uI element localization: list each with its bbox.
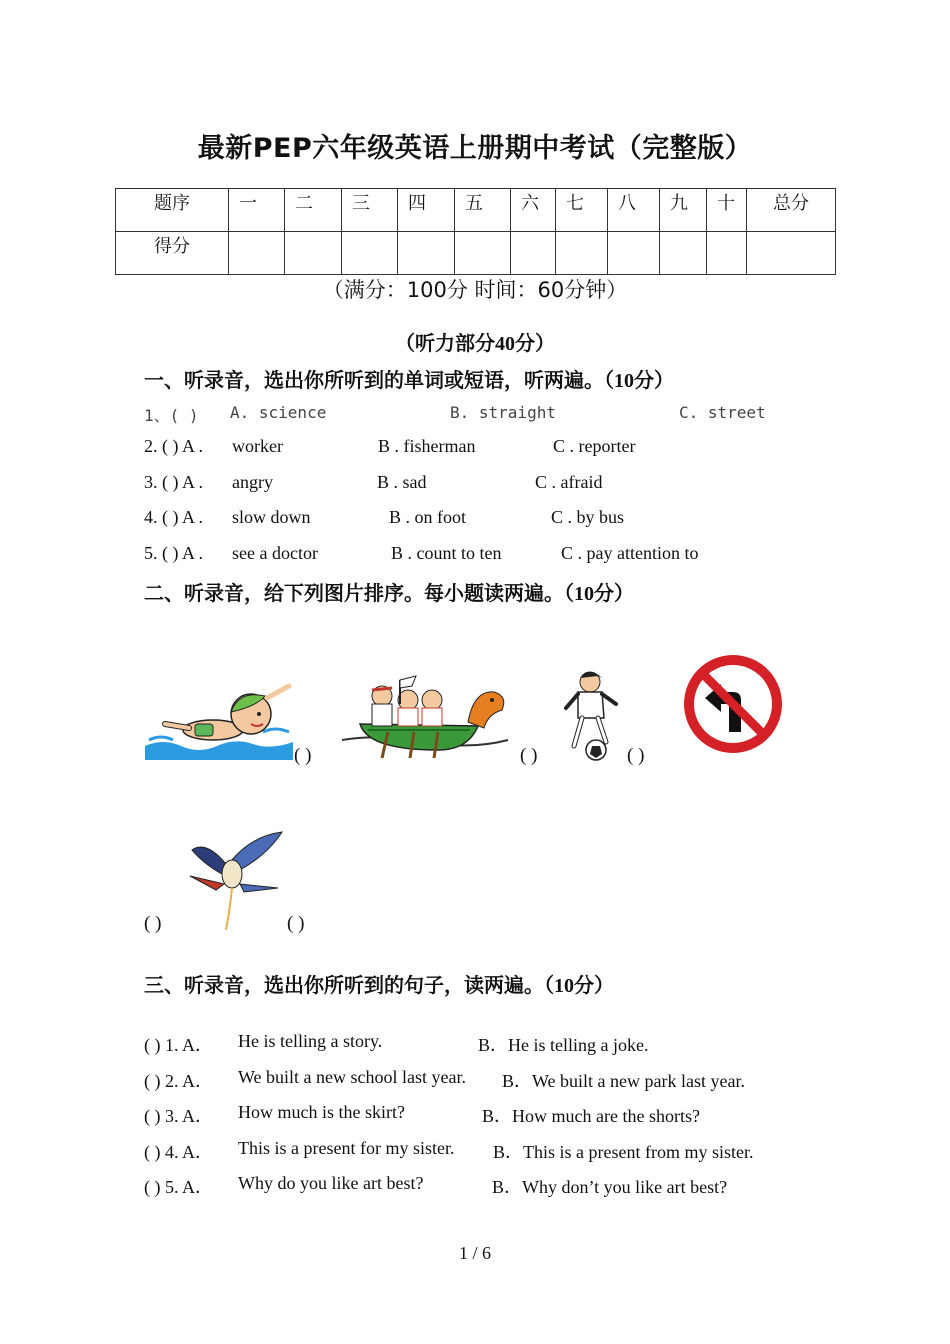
dragon-boat-icon	[338, 670, 510, 762]
s3-q3-number: ( ) 3. A．	[144, 1106, 213, 1126]
q2-option-c[interactable]: C . reporter	[553, 436, 636, 456]
score-input-cell[interactable]	[285, 232, 342, 275]
score-header-cell: 六	[511, 189, 556, 232]
kite-icon	[182, 830, 284, 932]
s3-q1-number: ( ) 1. A．	[144, 1035, 213, 1055]
score-header-cell: 五	[455, 189, 511, 232]
score-input-cell[interactable]	[229, 232, 285, 275]
score-header-cell: 七	[556, 189, 608, 232]
score-table-header-row	[116, 189, 836, 232]
s3-q5-option-b[interactable]: B．Why don’t you like art best?	[492, 1177, 728, 1197]
q2-option-b[interactable]: B . fisherman	[378, 436, 476, 456]
q3-option-b[interactable]: B . sad	[377, 472, 427, 492]
score-table	[115, 188, 836, 275]
picture4-answer-paren[interactable]: ( )	[144, 913, 162, 934]
q1-option-b[interactable]: B. straight	[450, 403, 556, 422]
q3-number: 3. ( ) A .	[144, 472, 204, 492]
s3-q3-option-b[interactable]: B．How much are the shorts?	[482, 1106, 700, 1126]
score-input-cell[interactable]	[511, 232, 556, 275]
s3-q2-option-b[interactable]: B．We built a new park last year.	[502, 1071, 745, 1091]
no-left-turn-sign-icon	[681, 652, 785, 756]
score-header-cell: 一	[229, 189, 285, 232]
picture3-answer-paren[interactable]: ( )	[627, 745, 645, 766]
s3-q2-number: ( ) 2. A．	[144, 1071, 213, 1091]
s3-q5-option-a[interactable]: Why do you like art best?	[238, 1173, 424, 1193]
score-input-cell[interactable]	[747, 232, 836, 275]
exam-meta: （满分：100分 时间：60分钟）	[322, 278, 628, 302]
picture1-answer-paren[interactable]: ( )	[294, 745, 312, 766]
s3-q4-option-a[interactable]: This is a present for my sister.	[238, 1138, 455, 1158]
q5-option-c[interactable]: C . pay attention to	[561, 543, 699, 563]
score-input-cell[interactable]	[608, 232, 660, 275]
s3-q4-option-b[interactable]: B．This is a present from my sister.	[493, 1142, 754, 1162]
listening-header: （听力部分40分）	[395, 333, 555, 355]
section2-heading: 二、听录音，给下列图片排序。每小题读两遍。（10分）	[144, 583, 634, 605]
s3-q4-number: ( ) 4. A．	[144, 1142, 213, 1162]
s3-q2-option-a[interactable]: We built a new school last year.	[238, 1067, 466, 1087]
swimmer-icon	[143, 680, 296, 764]
score-input-cell[interactable]	[556, 232, 608, 275]
score-header-cell: 题序	[116, 189, 229, 232]
q4-option-b[interactable]: B . on foot	[389, 507, 467, 527]
score-header-cell: 十	[707, 189, 747, 232]
section3-heading: 三、听录音，选出你所听到的句子，读两遍。（10分）	[144, 975, 614, 997]
picture2-answer-paren[interactable]: ( )	[520, 745, 538, 766]
score-header-cell: 三	[342, 189, 398, 232]
q3-option-c[interactable]: C . afraid	[535, 472, 603, 492]
page-title: 最新PEP六年级英语上册期中考试（完整版）	[197, 133, 753, 164]
section1-heading: 一、听录音，选出你所听到的单词或短语，听两遍。（10分）	[144, 370, 674, 392]
q5-option-b[interactable]: B . count to ten	[391, 543, 502, 563]
s3-q3-option-a[interactable]: How much is the skirt?	[238, 1102, 405, 1122]
s3-q1-option-a[interactable]: He is telling a story.	[238, 1031, 383, 1051]
score-input-cell[interactable]	[660, 232, 707, 275]
q2-number: 2. ( ) A .	[144, 436, 204, 456]
football-player-icon	[560, 668, 624, 764]
q1-option-a[interactable]: A. science	[230, 403, 327, 422]
score-row-label: 得分	[116, 232, 229, 275]
q5-number: 5. ( ) A .	[144, 543, 204, 563]
s3-q5-number: ( ) 5. A．	[144, 1177, 213, 1197]
score-input-cell[interactable]	[707, 232, 747, 275]
score-header-cell: 九	[660, 189, 707, 232]
q1-number: 1、( )	[144, 406, 199, 425]
score-header-cell: 四	[398, 189, 455, 232]
score-input-cell[interactable]	[342, 232, 398, 275]
s3-q1-option-b[interactable]: B．He is telling a joke.	[478, 1035, 649, 1055]
q4-option-c[interactable]: C . by bus	[551, 507, 625, 527]
score-header-cell: 二	[285, 189, 342, 232]
score-input-cell[interactable]	[455, 232, 511, 275]
score-header-cell: 八	[608, 189, 660, 232]
q5-option-a[interactable]: see a doctor	[232, 543, 318, 563]
score-input-cell[interactable]	[398, 232, 455, 275]
page-number: 1 / 6	[458, 1243, 491, 1263]
score-header-cell: 总分	[747, 189, 836, 232]
q2-option-a[interactable]: worker	[232, 436, 283, 456]
q4-option-a[interactable]: slow down	[232, 507, 311, 527]
q1-option-c[interactable]: C. street	[679, 403, 766, 422]
q3-option-a[interactable]: angry	[232, 472, 273, 492]
score-table-score-row	[116, 232, 836, 275]
picture5-answer-paren[interactable]: ( )	[287, 913, 305, 934]
q4-number: 4. ( ) A .	[144, 507, 204, 527]
